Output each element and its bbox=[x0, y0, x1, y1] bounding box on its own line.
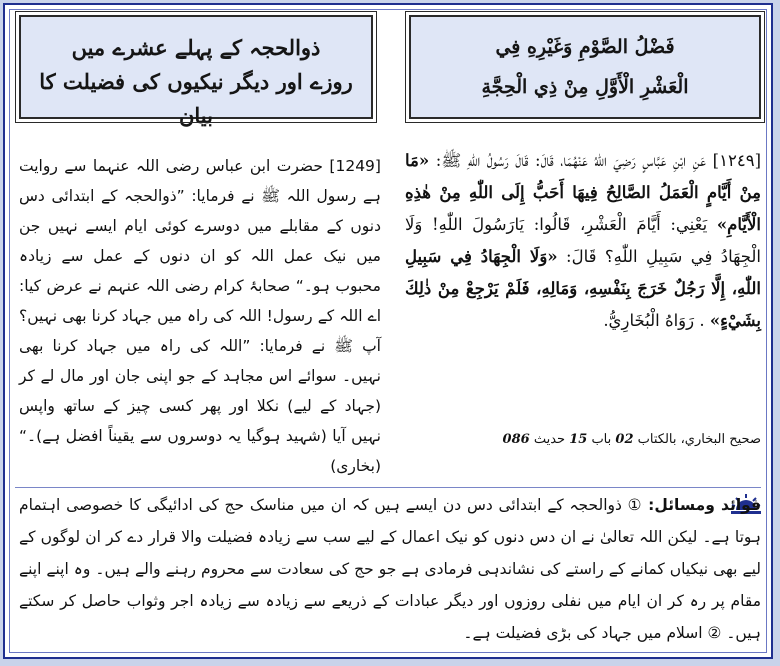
arabic-hadith-part5: . رَوَاهُ الْبُخَارِيُّ. bbox=[603, 311, 705, 330]
arabic-hadith-part4: «وَلَا الْجِهَادُ فِي سَبِيلِ اللّٰهِ، إِلَّا رَجُلٌ خَرَجَ بِنَفْسِهِ، وَمَالِهِ، فَلَمْ يَرْجِعْ مِنْ ذٰلِكَ بِشَيْءٍ» bbox=[405, 247, 761, 330]
hadith-reference bbox=[405, 429, 761, 451]
urdu-hadith-number: [1249] bbox=[329, 157, 381, 175]
arabic-chapter-title-line1: فَضْلُ الصَّوْمِ وَغَيْرِهِ فِي bbox=[495, 36, 675, 58]
benefits-section bbox=[19, 489, 761, 653]
page bbox=[3, 3, 773, 659]
arabic-chapter-title-box bbox=[409, 15, 761, 119]
reference-kitab-number: 02 bbox=[615, 432, 634, 447]
urdu-chapter-title-line1: ذوالحجہ کے پہلے عشرے میں bbox=[71, 35, 321, 60]
urdu-hadith-source: (بخاری) bbox=[330, 457, 381, 475]
urdu-hadith-translation bbox=[19, 151, 381, 487]
arabic-hadith-part3: يَعْنِي: أَيَّامَ الْعَشْرِ، قَالُوا: يَارَسُولَ اللّٰهِ! وَلَا الْجِهَادُ فِي سَبِيلِ اللّٰهِ؟ قَالَ: bbox=[405, 215, 761, 266]
arabic-hadith-part1: عَنِ ابْنِ عَبَّاسٍ رَضِيَ اللّٰهُ عَنْهُمَا، قَالَ: قَالَ رَسُولُ اللّٰهِ ﷺ: bbox=[435, 151, 707, 170]
benefits-text: ① ذوالحجہ کے ابتدائی دس دن ایسے ہیں کہ ان میں مناسک حج کی ادائیگی کا خصوصی اہتمام ہوتا ہے۔ لیکن اللہ تعالیٰ نے ان دس دنوں کو نیک اعمال کے لیے سب سے زیادہ فضیلت والا قرار دے کر ان لوگوں کے لیے بھی نیکیاں کمانے کے راستے کی نشاندہی فرمادی ہے جو حج کی سعادت سے محروم رہنے والے ہیں۔ وہ اپنے اپنے مقام پر رہ کر ان ایام میں نفلی روزوں اور دیگر عبادات کے ذریعے سے زیادہ سے زیادہ اجر وثواب حاصل کر سکتے ہیں۔ ② اسلام میں جہاد کی بڑی فضیلت ہے۔ bbox=[19, 496, 761, 642]
arabic-hadith-part2: «مَا مِنْ أَيَّامٍ الْعَمَلُ الصَّالِحُ فِيهَا أَحَبُّ إِلَى اللّٰهِ مِنْ هٰذِهِ الْأَيَّامِ» bbox=[405, 151, 762, 234]
arabic-chapter-title-line2: الْعَشْرِ الْأَوَّلِ مِنْ ذِي الْحِجَّةِ bbox=[481, 76, 689, 98]
arabic-hadith-text bbox=[405, 145, 761, 427]
reference-bab-number: 15 bbox=[569, 432, 588, 447]
section-divider bbox=[15, 487, 761, 488]
urdu-chapter-title-line2: روزے اور دیگر نیکیوں کی فضیلت کا بیان bbox=[39, 69, 353, 128]
benefits-label: فوائد ومسائل: bbox=[648, 496, 761, 514]
urdu-hadith-text: حضرت ابن عباس رضی اللہ عنہما سے روایت ہے رسول اللہ ﷺ نے فرمایا: ”ذوالحجہ کے ابتدائی دس دنوں کے مقابلے میں دوسرے کوئی ایام ایسے نہیں جن میں نیک عمل اللہ کو ان دنوں کے عمل سے زیادہ محبوب ہو۔“ صحابۂ کرام رضی اللہ عنہم نے عرض کیا: اے اللہ کے رسول! اللہ کی راہ میں جہاد کرنا بھی نہیں؟ آپ ﷺ نے فرمایا: ”اللہ کی راہ میں جہاد کرنا بھی نہیں۔ سوائے اس مجاہد کے جو اپنی جان اور مال لے کر (جہاد کے لیے) نکلا اور پھر کسی چیز کے ساتھ واپس نہیں آیا (شہید ہوگیا یہ دوسروں سے یقیناً افضل ہے)۔“ bbox=[19, 157, 381, 445]
arabic-hadith-number: [١٢٤٩] bbox=[712, 151, 761, 170]
reference-bab-label: باب bbox=[591, 432, 612, 447]
reference-book: صحيح البخاري، بالكتاب bbox=[637, 432, 761, 447]
reference-hadith-label: حديث bbox=[533, 432, 566, 447]
urdu-chapter-title-box bbox=[19, 15, 373, 128]
reference-hadith-number: 086 bbox=[502, 432, 530, 447]
